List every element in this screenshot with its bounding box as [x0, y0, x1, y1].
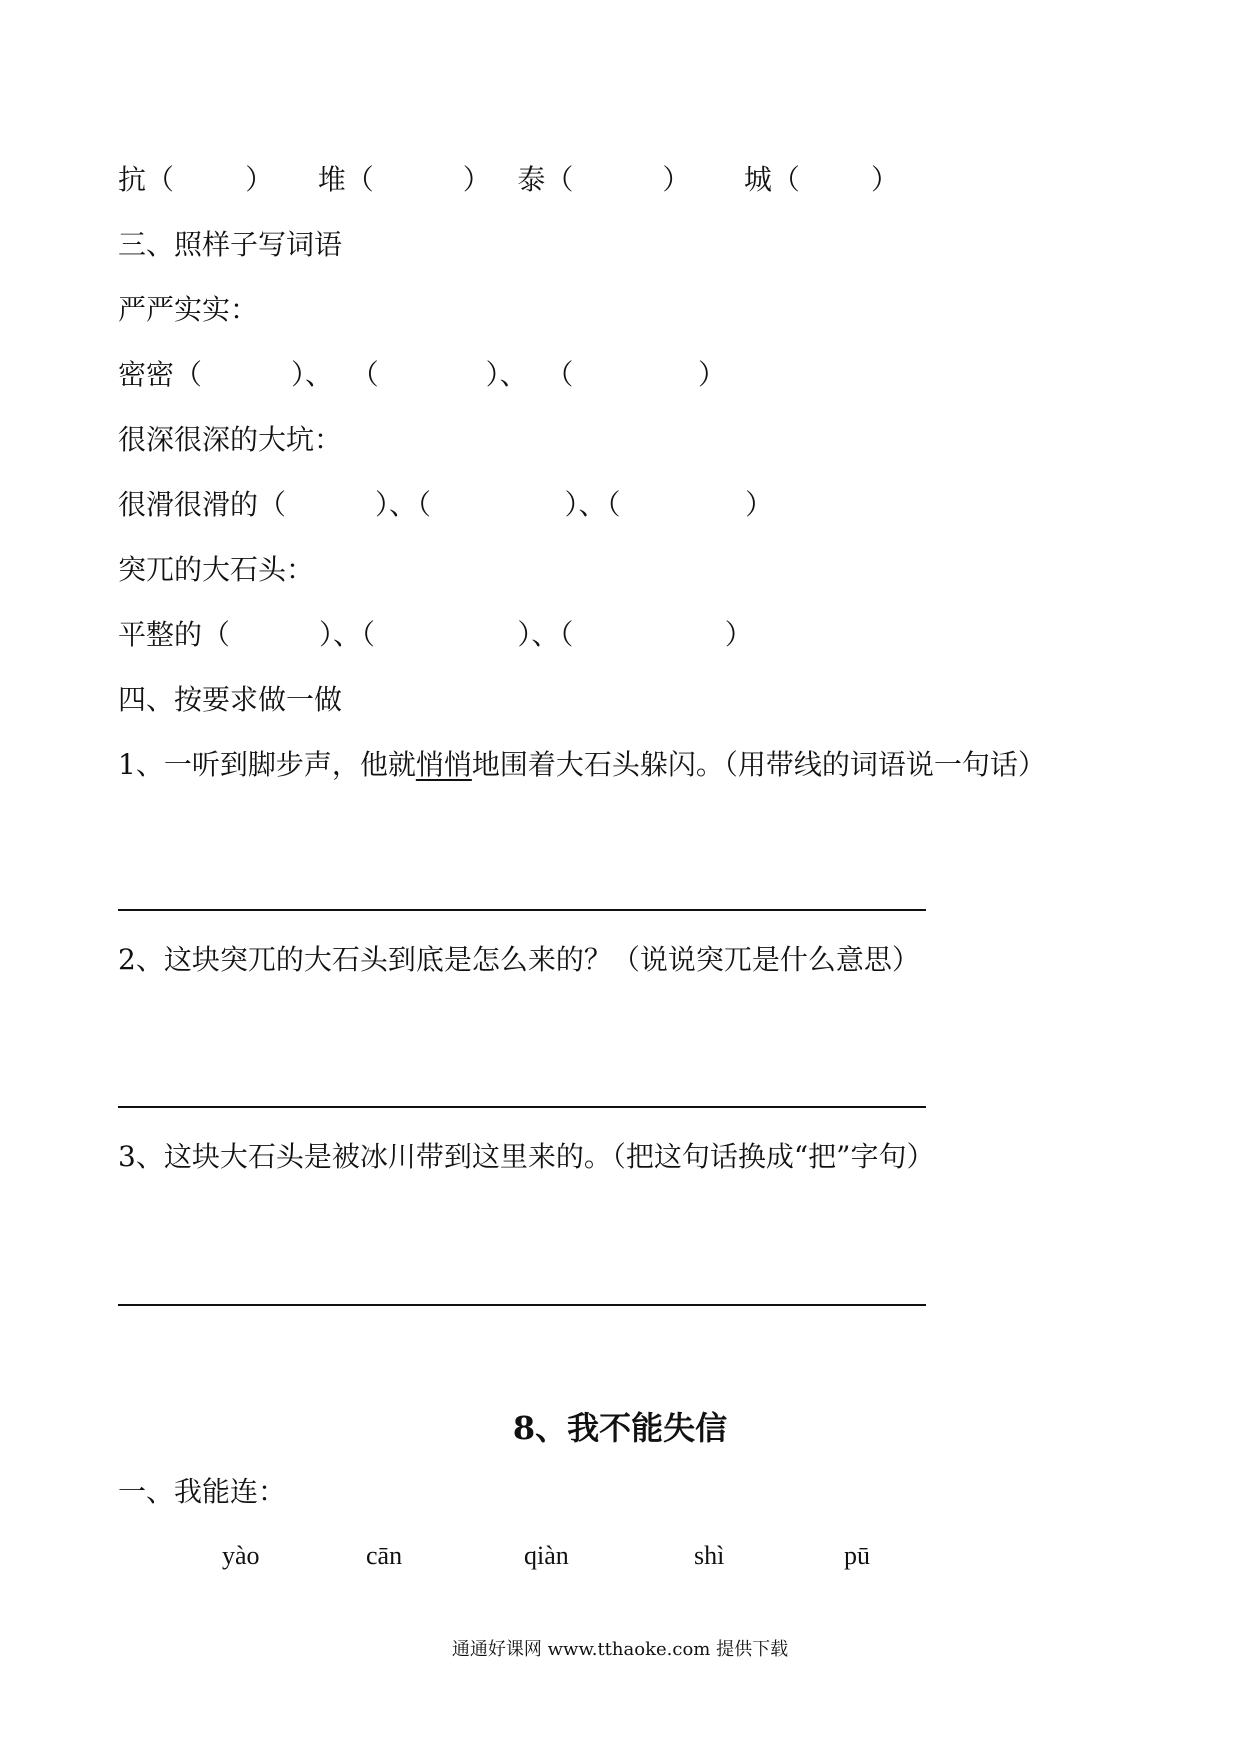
answer-line-1: 密密（ ）、 （ ）、 （ ） — [118, 358, 727, 391]
page-footer: 通通好课网 www.tthaoke.com 提供下载 — [451, 1639, 789, 1660]
pinyin-item: qiàn — [524, 1541, 569, 1570]
section-1-heading: 一、我能连： — [118, 1475, 287, 1508]
question-1-end: 地围着大石头躲闪。（用带线的词语说一句话） — [471, 748, 1046, 781]
answer-line-2: 很滑很滑的（ ）、（ ）、（ ） — [118, 488, 774, 521]
pinyin-item: cān — [366, 1541, 403, 1570]
example-word-3: 突兀的大石头： — [118, 553, 315, 586]
question-1 — [118, 747, 1046, 783]
section-4-heading: 四、按要求做一做 — [118, 683, 343, 716]
answer-line-3: 平整的（ ）、（ ）、（ ） — [118, 618, 753, 651]
question-1-start: 1、一听到脚步声，他就 — [118, 748, 416, 781]
answer-rule-1 — [118, 909, 926, 911]
pinyin-item: shì — [694, 1541, 725, 1570]
answer-rule-2 — [118, 1106, 926, 1108]
answer-rule-3 — [118, 1304, 926, 1306]
example-word-2: 很深很深的大坑： — [118, 423, 343, 456]
question-2: 2、这块突兀的大石头到底是怎么来的？（说说突兀是什么意思） — [118, 943, 920, 976]
question-3: 3、这块大石头是被冰川带到这里来的。（把这句话换成“把”字句） — [118, 1140, 935, 1173]
section-3-heading: 三、照样子写词语 — [118, 228, 343, 261]
pinyin-item: pū — [844, 1541, 870, 1570]
lesson-title: 8、我不能失信 — [512, 1409, 728, 1447]
underlined-word: 悄悄 — [415, 748, 472, 781]
pinyin-item: yào — [222, 1541, 260, 1570]
example-word-1: 严严实实： — [118, 293, 259, 326]
fill-in-characters-line: 抗（ ） 堆（ ） 泰（ ） 城（ ） — [118, 163, 900, 196]
